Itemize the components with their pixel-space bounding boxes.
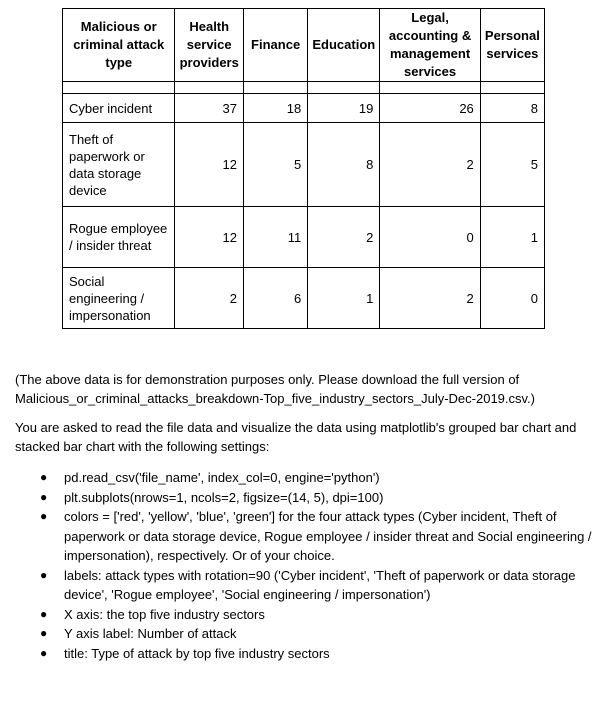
table-cell: 8 <box>308 123 380 207</box>
setting-text: title: Type of attack by top five industry sectors <box>64 645 330 661</box>
list-item <box>0 624 606 644</box>
header-personal: Personal services <box>480 9 544 82</box>
bullet-icon: ● <box>40 470 48 484</box>
table-cell: 1 <box>480 207 544 268</box>
settings-list <box>0 468 606 663</box>
demo-data-note: (The above data is for demonstration purposes only. Please download the full version of Malicious_or_criminal_attacks_breakdown-Top_five_industry_sectors_July-Dec-2019.csv.) <box>15 372 535 406</box>
table-cell: 12 <box>175 123 244 207</box>
list-item <box>0 566 606 605</box>
table-cell: 18 <box>243 94 307 123</box>
table-cell: 0 <box>480 268 544 329</box>
setting-text: pd.read_csv('file_name', index_col=0, engine='python') <box>64 470 380 485</box>
header-attack-type: Malicious or criminal attack type <box>63 9 175 82</box>
table-cell: 11 <box>243 207 307 268</box>
bullet-icon: ● <box>40 606 48 621</box>
table-cell: 2 <box>380 268 480 329</box>
row-label: Cyber incident <box>63 94 175 123</box>
row-label: Theft of paperwork or data storage device <box>63 123 175 207</box>
row-label: Rogue employee / insider threat <box>63 207 175 268</box>
header-legal: Legal, accounting & management services <box>380 9 480 82</box>
list-item <box>0 605 606 625</box>
table-cell: 2 <box>175 268 244 329</box>
setting-text: labels: attack types with rotation=90 ('Cyber incident', 'Theft of paperwork or data storage device', 'Rogue employee', 'Social engineering / impersonation') <box>64 567 576 602</box>
table-cell: 0 <box>380 207 480 268</box>
header-education: Education <box>308 9 380 82</box>
setting-text: Y axis label: Number of attack <box>64 626 237 641</box>
header-finance: Finance <box>243 9 307 82</box>
list-item <box>0 468 606 488</box>
setting-text: colors = ['red', 'yellow', 'blue', 'green'] for the four attack types (Cyber incident, Theft of paperwork or data storage device, Rogue employee / insider threat and Social engineering / impersonation), respectively. Or of your choice. <box>64 509 592 563</box>
table-cell: 5 <box>243 123 307 207</box>
task-description: You are asked to read the file data and visualize the data using matplotlib's grouped bar chart and stacked bar chart with the following settings: <box>15 420 577 454</box>
row-label: Social engineering / impersonation <box>63 268 175 329</box>
bullet-icon: ● <box>40 567 48 582</box>
table-cell: 2 <box>308 207 380 268</box>
table-cell: 19 <box>308 94 380 123</box>
table-cell: 37 <box>175 94 244 123</box>
attack-data-table <box>62 8 545 329</box>
list-item <box>0 488 606 508</box>
table-header-row <box>63 9 545 82</box>
bullet-icon: ● <box>40 509 48 523</box>
setting-text: plt.subplots(nrows=1, ncols=2, figsize=(14, 5), dpi=100) <box>64 489 384 505</box>
table-cell: 26 <box>380 94 480 123</box>
bullet-icon: ● <box>40 645 48 660</box>
list-item <box>0 644 606 664</box>
table-cell: 12 <box>175 207 244 268</box>
table-row <box>63 94 545 123</box>
table-cell: 8 <box>480 94 544 123</box>
table-row <box>63 123 545 207</box>
table-cell: 5 <box>480 123 544 207</box>
table-row <box>63 268 545 329</box>
table-row <box>63 207 545 268</box>
header-health: Health service providers <box>175 9 244 82</box>
table-spacer-row <box>63 82 545 94</box>
bullet-icon: ● <box>40 489 48 504</box>
table-cell: 1 <box>308 268 380 329</box>
list-item <box>0 507 606 566</box>
setting-text: X axis: the top five industry sectors <box>64 606 265 622</box>
table-cell: 6 <box>243 268 307 329</box>
bullet-icon: ● <box>40 626 48 640</box>
table-cell: 2 <box>380 123 480 207</box>
